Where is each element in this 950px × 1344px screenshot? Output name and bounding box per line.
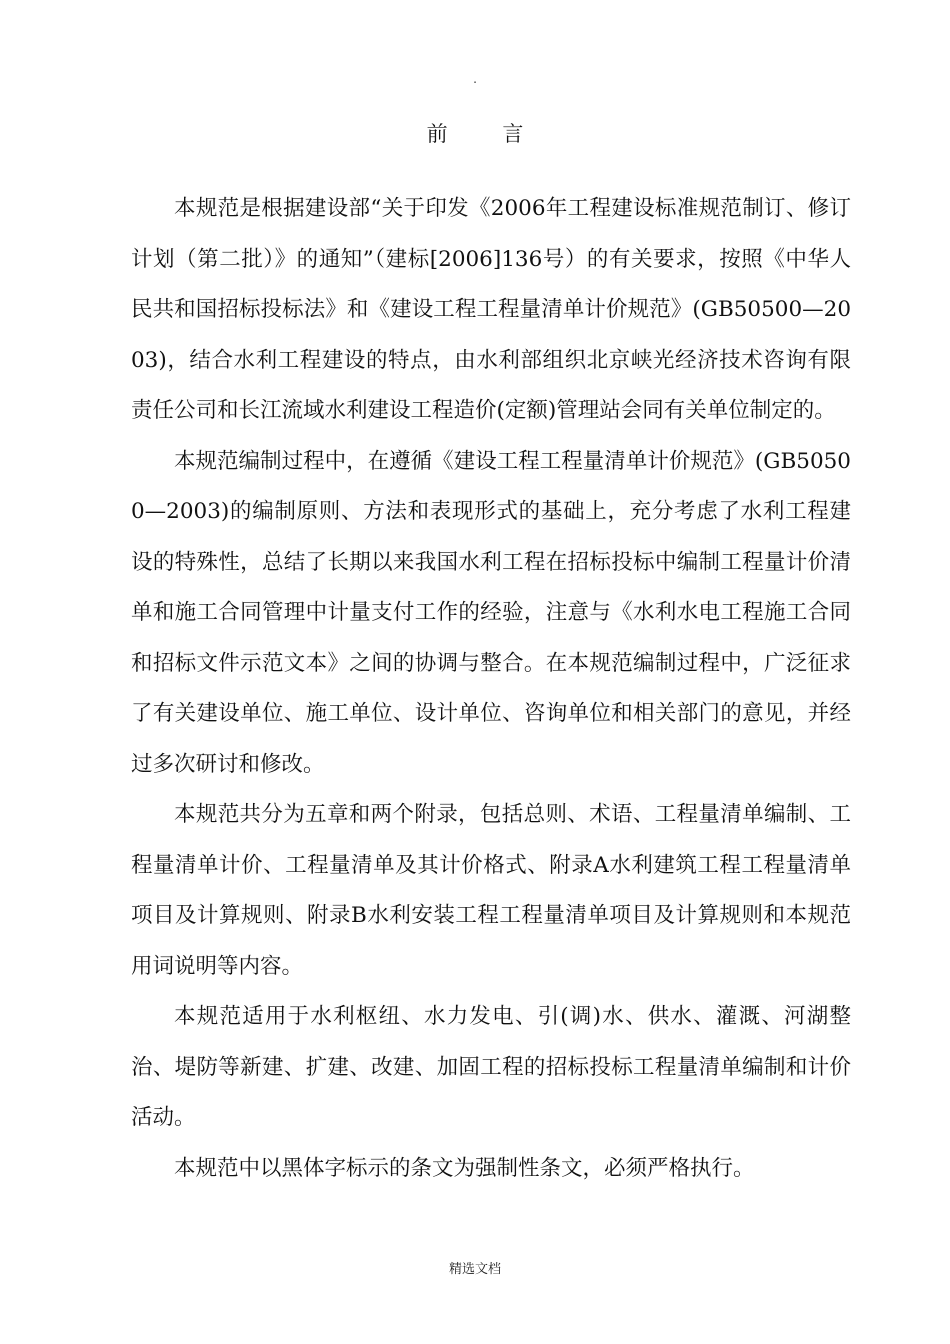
footer-label: 精选文档 xyxy=(448,1262,501,1277)
document-body xyxy=(131,184,851,1194)
page-title: 前 言 xyxy=(426,122,548,146)
header-dot: . xyxy=(473,72,477,86)
paragraph-3: 本规范共分为五章和两个附录，包括总则、术语、工程量清单编制、工程量清单计价、工程量清单及其计价格式、附录A水利建筑工程工程量清单项目及计算规则、附录B水利安装工程工程量清单项目及计算规则和本规范用词说明等内容。 xyxy=(131,802,851,979)
paragraph-4: 本规范适用于水利枢纽、水力发电、引(调)水、供水、灌溉、河湖整治、堤防等新建、扩建、改建、加固工程的招标投标工程量清单编制和计价活动。 xyxy=(131,1004,851,1130)
paragraph-5: 本规范中以黑体字标示的条文为强制性条文，必须严格执行。 xyxy=(174,1155,755,1181)
paragraph-1: 本规范是根据建设部“关于印发《2006年工程建设标准规范制订、修订计划（第二批）》的通知”（建标[2006]136号）的有关要求，按照《中华人民共和国招标投标法》和《建设工程工程量清单计价规范》(GB50500—2003)，结合水利工程建设的特点，由水利部组织北京峡光经济技术咨询有限责任公司和长江流域水利建设工程造价(定额)管理站会同有关单位制定的。 xyxy=(131,196,851,423)
paragraph-2: 本规范编制过程中，在遵循《建设工程工程量清单计价规范》(GB50500—2003)的编制原则、方法和表现形式的基础上，充分考虑了水利工程建设的特殊性，总结了长期以来我国水利工程在招标投标中编制工程量计价清单和施工合同管理中计量支付工作的经验，注意与《水利水电工程施工合同和招标文件示范文本》之间的协调与整合。在本规范编制过程中，广泛征求了有关建设单位、施工单位、设计单位、咨询单位和相关部门的意见，并经过多次研讨和修改。 xyxy=(131,448,851,777)
